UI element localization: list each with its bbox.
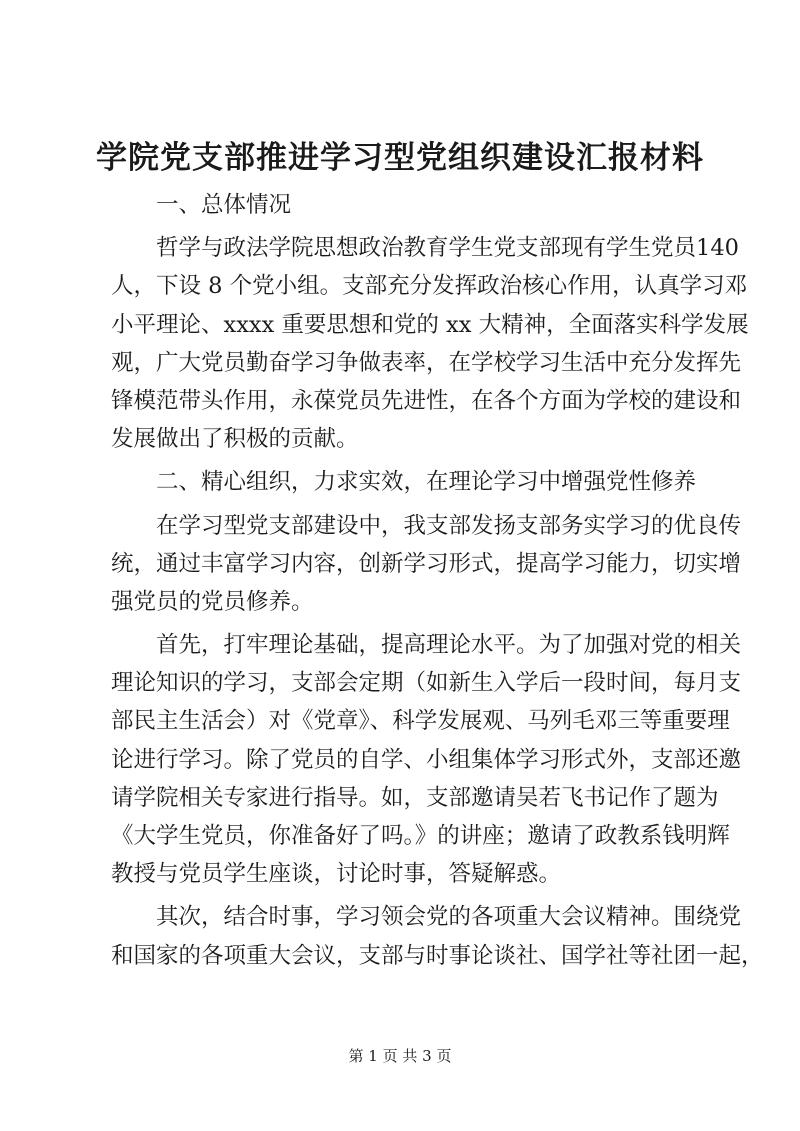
paragraph-line: 小平理论、xxxx 重要思想和党的 xx 大精神，全面落实科学发展 xyxy=(111,311,749,338)
section-heading: 一、总体情况 xyxy=(156,192,292,218)
paragraph-line: 首先，打牢理论基础，提高理论水平。为了加强对党的相关 xyxy=(156,632,742,659)
paragraph-line: 锋模范带头作用，永葆党员先进性，在各个方面为学校的建设和 xyxy=(111,387,742,414)
page-footer: 第 1 页 共 3 页 xyxy=(348,1047,452,1065)
paragraph-line: 发展做出了积极的贡献。 xyxy=(111,426,359,453)
document-body xyxy=(111,186,764,975)
paragraph-line: 强党员的党员修养。 xyxy=(111,588,314,615)
paragraph-line: 和国家的各项重大会议，支部与时事论谈社、国学社等社团一起， xyxy=(111,942,764,969)
paragraph-line: 其次，结合时事，学习领会党的各项重大会议精神。围绕党 xyxy=(156,904,742,931)
paragraph-line: 请学院相关专家进行指导。如，支部邀请吴若飞书记作了题为 xyxy=(111,784,719,811)
paragraph-line: 教授与党员学生座谈，讨论时事，答疑解惑。 xyxy=(111,861,562,888)
paragraph-line: 理论知识的学习，支部会定期（如新生入学后一段时间，每月支 xyxy=(111,670,742,697)
paragraph-line: 部民主生活会）对《党章》、科学发展观、马列毛邓三等重要理 xyxy=(111,708,730,735)
paragraph-line: 统，通过丰富学习内容，创新学习形式，提高学习能力，切实增 xyxy=(111,550,742,577)
section-heading: 二、精心组织，力求实效，在理论学习中增强党性修养 xyxy=(156,469,697,496)
paragraph-line: 在学习型党支部建设中，我支部发扬支部务实学习的优良传 xyxy=(156,512,742,539)
paragraph-line: 《大学生党员，你准备好了吗。》的讲座；邀请了政教系钱明辉 xyxy=(111,823,730,849)
paragraph-line: 人，下设 8 个党小组。支部充分发挥政治核心作用，认真学习邓 xyxy=(111,273,748,300)
paragraph-line: 论进行学习。除了党员的自学、小组集体学习形式外，支部还邀 xyxy=(111,746,742,773)
document-title: 学院党支部推进学习型党组织建设汇报材料 xyxy=(96,140,704,176)
paragraph-line: 观，广大党员勤奋学习争做表率，在学校学习生活中充分发挥先 xyxy=(111,349,742,376)
paragraph-line: 哲学与政法学院思想政治教育学生党支部现有学生党员140 xyxy=(156,235,739,262)
